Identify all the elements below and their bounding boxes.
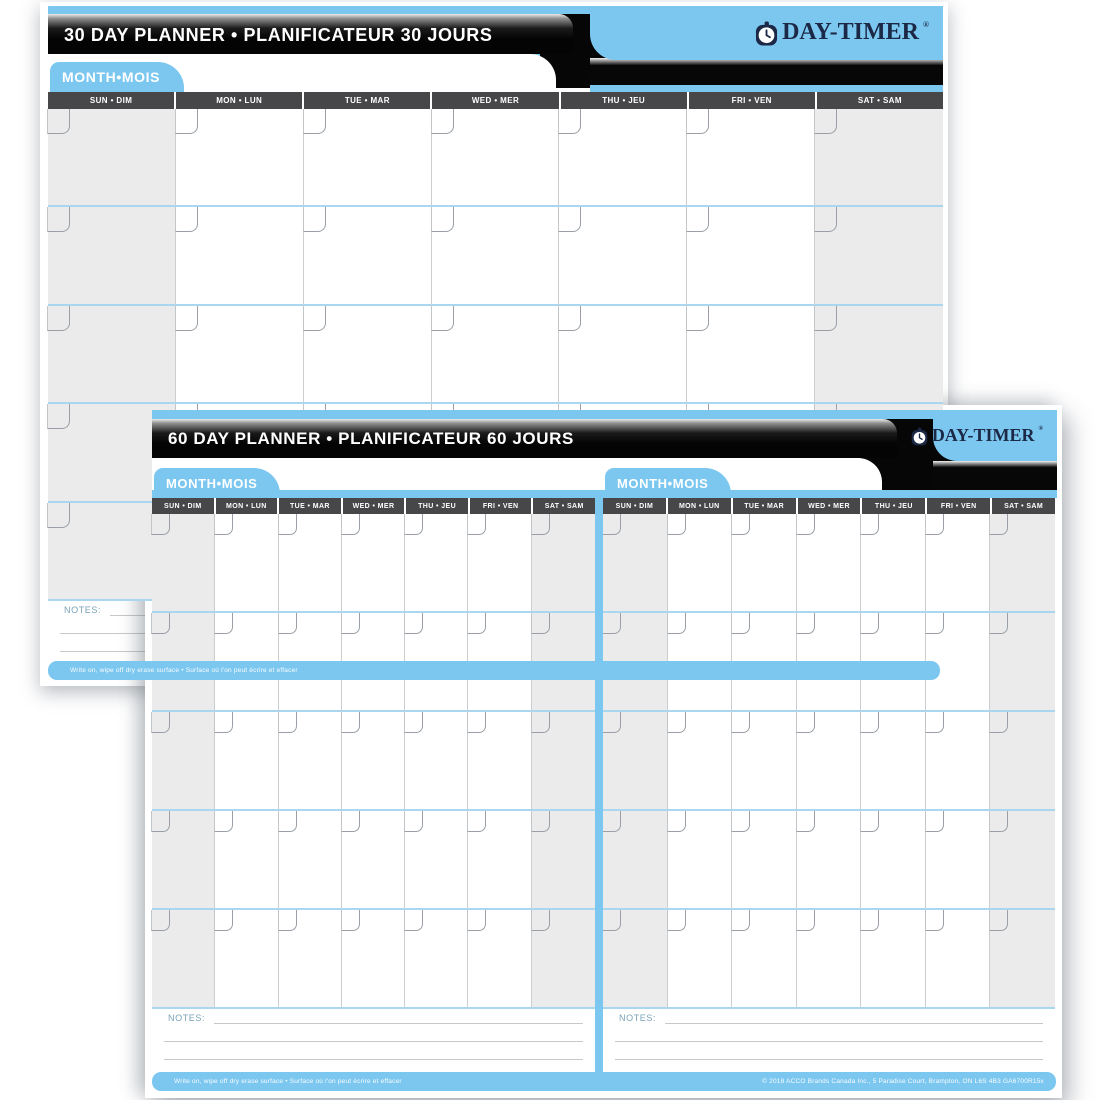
calendar-day-cell bbox=[405, 712, 468, 811]
planner60-left-day-header-row-cell-2: TUE • MAR bbox=[279, 498, 341, 514]
calendar-day-cell bbox=[532, 514, 595, 613]
date-number-box bbox=[467, 514, 486, 535]
planner30-day-header-row bbox=[48, 92, 943, 109]
date-number-box bbox=[602, 712, 621, 733]
planner60-footer-note-left: Write on, wipe off dry erase surface • Surface où l'on peut écrire et effacer bbox=[174, 1078, 402, 1085]
notes-line bbox=[214, 1023, 583, 1024]
calendar-day-cell bbox=[603, 514, 668, 613]
calendar-day-cell bbox=[559, 306, 687, 404]
date-number-box bbox=[278, 712, 297, 733]
planner60-right-day-header-row bbox=[603, 498, 1055, 514]
date-number-box bbox=[151, 514, 170, 535]
calendar-day-cell bbox=[48, 207, 176, 305]
calendar-day-cell bbox=[468, 514, 531, 613]
date-number-box bbox=[860, 811, 879, 832]
calendar-day-cell bbox=[861, 910, 926, 1009]
date-number-box bbox=[925, 613, 944, 634]
date-number-box bbox=[686, 306, 709, 331]
calendar-day-cell bbox=[926, 712, 991, 811]
date-number-box bbox=[731, 514, 750, 535]
calendar-day-cell bbox=[687, 306, 815, 404]
calendar-day-cell bbox=[687, 207, 815, 305]
calendar-day-cell bbox=[432, 207, 560, 305]
calendar-day-cell bbox=[990, 613, 1055, 712]
date-number-box bbox=[667, 613, 686, 634]
calendar-day-cell bbox=[797, 712, 862, 811]
calendar-day-cell bbox=[668, 811, 733, 910]
calendar-day-cell bbox=[990, 514, 1055, 613]
planner60-left-day-header-row-cell-4: THU • JEU bbox=[406, 498, 468, 514]
date-number-box bbox=[47, 109, 70, 134]
notes-line bbox=[615, 1059, 1043, 1060]
calendar-day-cell bbox=[176, 109, 304, 207]
calendar-day-cell bbox=[432, 306, 560, 404]
calendar-day-cell bbox=[687, 109, 815, 207]
date-number-box bbox=[796, 811, 815, 832]
calendar-day-cell bbox=[468, 712, 531, 811]
planner30-day-header-row-cell-6: SAT • SAM bbox=[817, 92, 943, 109]
planner30-day-header-row-cell-1: MON • LUN bbox=[176, 92, 302, 109]
planner30-footer-note: Write on, wipe off dry erase surface • Surface où l'on peut écrire et effacer bbox=[70, 667, 298, 674]
calendar-day-cell bbox=[215, 514, 278, 613]
date-number-box bbox=[404, 910, 423, 931]
date-number-box bbox=[467, 712, 486, 733]
date-number-box bbox=[989, 712, 1008, 733]
date-number-box bbox=[404, 811, 423, 832]
date-number-box bbox=[467, 910, 486, 931]
calendar-day-cell bbox=[732, 712, 797, 811]
calendar-day-cell bbox=[152, 910, 215, 1009]
calendar-day-cell bbox=[342, 910, 405, 1009]
calendar-day-cell bbox=[668, 712, 733, 811]
date-number-box bbox=[531, 613, 550, 634]
calendar-day-cell bbox=[926, 514, 991, 613]
date-number-box bbox=[303, 306, 326, 331]
daytimer-logo bbox=[755, 20, 943, 46]
calendar-day-cell bbox=[732, 811, 797, 910]
calendar-day-cell bbox=[926, 910, 991, 1009]
planner30-black-tail-band bbox=[590, 65, 943, 85]
date-number-box bbox=[602, 910, 621, 931]
planner30-day-header-row-cell-5: FRI • VEN bbox=[689, 92, 815, 109]
planner30-bottom-bar bbox=[48, 661, 940, 680]
month-tab-label: MONTH•MOIS bbox=[166, 475, 258, 491]
planner60-black-tail-band bbox=[933, 467, 1057, 490]
date-number-box bbox=[531, 712, 550, 733]
date-number-box bbox=[47, 207, 70, 232]
date-number-box bbox=[814, 109, 837, 134]
date-number-box bbox=[860, 910, 879, 931]
planner60-right-calendar-grid bbox=[603, 514, 1055, 1009]
date-number-box bbox=[925, 712, 944, 733]
date-number-box bbox=[47, 404, 70, 429]
daytimer-apple-clock-icon bbox=[755, 21, 778, 46]
date-number-box bbox=[214, 514, 233, 535]
calendar-day-cell bbox=[304, 207, 432, 305]
date-number-box bbox=[860, 514, 879, 535]
calendar-day-cell bbox=[532, 712, 595, 811]
date-number-box bbox=[214, 811, 233, 832]
calendar-day-cell bbox=[861, 712, 926, 811]
planner60-left-day-header-row bbox=[152, 498, 595, 514]
planner60-left-calendar-grid bbox=[152, 514, 595, 1009]
calendar-day-cell bbox=[279, 910, 342, 1009]
planner60-right-day-header-row-cell-5: FRI • VEN bbox=[927, 498, 990, 514]
calendar-day-cell bbox=[668, 910, 733, 1009]
date-number-box bbox=[731, 613, 750, 634]
date-number-box bbox=[341, 613, 360, 634]
date-number-box bbox=[667, 811, 686, 832]
date-number-box bbox=[151, 811, 170, 832]
calendar-day-cell bbox=[304, 109, 432, 207]
calendar-day-cell bbox=[797, 514, 862, 613]
date-number-box bbox=[175, 306, 198, 331]
date-number-box bbox=[431, 207, 454, 232]
date-number-box bbox=[667, 910, 686, 931]
daytimer-wordmark: DAY-TIMER bbox=[782, 19, 920, 45]
date-number-box bbox=[796, 712, 815, 733]
calendar-day-cell bbox=[279, 514, 342, 613]
date-number-box bbox=[467, 811, 486, 832]
calendar-day-cell bbox=[990, 811, 1055, 910]
calendar-day-cell bbox=[603, 910, 668, 1009]
calendar-day-cell bbox=[215, 910, 278, 1009]
date-number-box bbox=[796, 910, 815, 931]
calendar-day-cell bbox=[468, 811, 531, 910]
planner60-left-day-header-row-cell-5: FRI • VEN bbox=[470, 498, 532, 514]
date-number-box bbox=[341, 514, 360, 535]
planner60-left-day-header-row-cell-6: SAT • SAM bbox=[533, 498, 595, 514]
registered-mark: ® bbox=[1038, 425, 1043, 432]
notes-label: NOTES: bbox=[64, 605, 102, 615]
planner30-month-tab bbox=[50, 62, 184, 92]
date-number-box bbox=[796, 613, 815, 634]
date-number-box bbox=[925, 514, 944, 535]
planner60-center-divider bbox=[595, 490, 603, 1072]
calendar-day-cell bbox=[732, 910, 797, 1009]
date-number-box bbox=[531, 811, 550, 832]
date-number-box bbox=[278, 910, 297, 931]
date-number-box bbox=[925, 811, 944, 832]
calendar-day-cell bbox=[861, 811, 926, 910]
date-number-box bbox=[431, 109, 454, 134]
date-number-box bbox=[814, 306, 837, 331]
date-number-box bbox=[814, 207, 837, 232]
calendar-day-cell bbox=[532, 811, 595, 910]
date-number-box bbox=[531, 514, 550, 535]
calendar-day-cell bbox=[990, 712, 1055, 811]
date-number-box bbox=[558, 306, 581, 331]
calendar-day-cell bbox=[861, 514, 926, 613]
planner30-title-bar bbox=[48, 14, 573, 54]
calendar-day-cell bbox=[926, 811, 991, 910]
planner30-title: 30 DAY PLANNER • PLANIFICATEUR 30 JOURS bbox=[64, 25, 493, 45]
calendar-day-cell bbox=[797, 811, 862, 910]
planner60-bottom-bar bbox=[152, 1072, 1056, 1091]
date-number-box bbox=[731, 910, 750, 931]
calendar-day-cell bbox=[559, 109, 687, 207]
date-number-box bbox=[558, 109, 581, 134]
date-number-box bbox=[151, 910, 170, 931]
date-number-box bbox=[860, 613, 879, 634]
planner60-right-day-header-row-cell-3: WED • MER bbox=[798, 498, 861, 514]
date-number-box bbox=[602, 514, 621, 535]
planner60-right-day-header-row-cell-2: TUE • MAR bbox=[733, 498, 796, 514]
calendar-day-cell bbox=[732, 514, 797, 613]
planner30-day-header-row-cell-0: SUN • DIM bbox=[48, 92, 174, 109]
daytimer-apple-clock-icon bbox=[911, 427, 928, 446]
calendar-day-cell bbox=[603, 712, 668, 811]
calendar-day-cell bbox=[304, 306, 432, 404]
date-number-box bbox=[278, 613, 297, 634]
month-tab-label: MONTH•MOIS bbox=[617, 475, 709, 491]
calendar-day-cell bbox=[279, 712, 342, 811]
planner60-left-day-header-row-cell-1: MON • LUN bbox=[216, 498, 278, 514]
calendar-day-cell bbox=[405, 514, 468, 613]
date-number-box bbox=[175, 109, 198, 134]
planner60-right-notes-section bbox=[603, 1009, 1055, 1072]
planner60-month-tab-left bbox=[154, 468, 280, 498]
calendar-day-cell bbox=[468, 910, 531, 1009]
date-number-box bbox=[602, 613, 621, 634]
date-number-box bbox=[214, 712, 233, 733]
calendar-day-cell bbox=[432, 109, 560, 207]
planner60-left-day-header-row-cell-0: SUN • DIM bbox=[152, 498, 214, 514]
date-number-box bbox=[602, 811, 621, 832]
planner30-blue-underline bbox=[590, 85, 943, 92]
registered-mark: ® bbox=[923, 20, 929, 29]
date-number-box bbox=[925, 910, 944, 931]
date-number-box bbox=[341, 712, 360, 733]
calendar-day-cell bbox=[342, 712, 405, 811]
date-number-box bbox=[303, 207, 326, 232]
date-number-box bbox=[214, 613, 233, 634]
daytimer-wordmark: DAY-TIMER bbox=[931, 424, 1035, 445]
notes-label: NOTES: bbox=[619, 1013, 657, 1023]
calendar-day-cell bbox=[668, 514, 733, 613]
calendar-day-cell bbox=[815, 207, 943, 305]
notes-line bbox=[665, 1023, 1043, 1024]
date-number-box bbox=[731, 811, 750, 832]
date-number-box bbox=[860, 712, 879, 733]
date-number-box bbox=[341, 811, 360, 832]
calendar-day-cell bbox=[797, 910, 862, 1009]
date-number-box bbox=[404, 613, 423, 634]
date-number-box bbox=[686, 109, 709, 134]
date-number-box bbox=[989, 613, 1008, 634]
planner-60-sheet bbox=[145, 405, 1062, 1098]
date-number-box bbox=[667, 514, 686, 535]
date-number-box bbox=[151, 613, 170, 634]
planner60-month-tab-right bbox=[605, 468, 731, 498]
date-number-box bbox=[278, 514, 297, 535]
planner30-day-header-row-cell-3: WED • MER bbox=[432, 92, 558, 109]
planner60-footer-note-right: © 2018 ACCO Brands Canada Inc., 5 Paradise Court, Brampton, ON L6S 4B3 GA6700R15x bbox=[762, 1078, 1044, 1085]
date-number-box bbox=[686, 207, 709, 232]
date-number-box bbox=[531, 910, 550, 931]
calendar-day-cell bbox=[559, 207, 687, 305]
calendar-day-cell bbox=[279, 811, 342, 910]
planner60-right-day-header-row-cell-4: THU • JEU bbox=[862, 498, 925, 514]
daytimer-logo bbox=[911, 426, 1057, 446]
calendar-day-cell bbox=[532, 910, 595, 1009]
planner30-day-header-row-cell-4: THU • JEU bbox=[561, 92, 687, 109]
date-number-box bbox=[47, 306, 70, 331]
planner60-right-day-header-row-cell-6: SAT • SAM bbox=[992, 498, 1055, 514]
date-number-box bbox=[214, 910, 233, 931]
calendar-day-cell bbox=[405, 910, 468, 1009]
calendar-day-cell bbox=[176, 207, 304, 305]
notes-line bbox=[164, 1059, 583, 1060]
date-number-box bbox=[731, 712, 750, 733]
calendar-day-cell bbox=[603, 811, 668, 910]
calendar-day-cell bbox=[405, 811, 468, 910]
date-number-box bbox=[175, 207, 198, 232]
month-tab-label: MONTH•MOIS bbox=[62, 69, 161, 85]
date-number-box bbox=[989, 910, 1008, 931]
calendar-day-cell bbox=[215, 712, 278, 811]
date-number-box bbox=[558, 207, 581, 232]
date-number-box bbox=[404, 514, 423, 535]
calendar-day-cell bbox=[176, 306, 304, 404]
date-number-box bbox=[467, 613, 486, 634]
calendar-day-cell bbox=[342, 514, 405, 613]
calendar-day-cell bbox=[815, 306, 943, 404]
calendar-day-cell bbox=[990, 910, 1055, 1009]
calendar-day-cell bbox=[48, 109, 176, 207]
date-number-box bbox=[151, 712, 170, 733]
date-number-box bbox=[341, 910, 360, 931]
calendar-day-cell bbox=[152, 712, 215, 811]
planner60-left-day-header-row-cell-3: WED • MER bbox=[343, 498, 405, 514]
calendar-day-cell bbox=[815, 109, 943, 207]
notes-label: NOTES: bbox=[168, 1013, 206, 1023]
notes-line bbox=[164, 1041, 583, 1042]
date-number-box bbox=[47, 503, 70, 528]
calendar-day-cell bbox=[152, 514, 215, 613]
planner60-left-notes-section bbox=[152, 1009, 595, 1072]
notes-line bbox=[615, 1041, 1043, 1042]
planner60-right-day-header-row-cell-0: SUN • DIM bbox=[603, 498, 666, 514]
date-number-box bbox=[667, 712, 686, 733]
date-number-box bbox=[278, 811, 297, 832]
date-number-box bbox=[431, 306, 454, 331]
calendar-day-cell bbox=[152, 811, 215, 910]
planner30-day-header-row-cell-2: TUE • MAR bbox=[304, 92, 430, 109]
date-number-box bbox=[404, 712, 423, 733]
planner60-title: 60 DAY PLANNER • PLANIFICATEUR 60 JOURS bbox=[168, 429, 574, 448]
date-number-box bbox=[989, 514, 1008, 535]
date-number-box bbox=[796, 514, 815, 535]
planner60-right-day-header-row-cell-1: MON • LUN bbox=[668, 498, 731, 514]
planner60-logo-panel bbox=[933, 410, 1057, 461]
calendar-day-cell bbox=[48, 306, 176, 404]
date-number-box bbox=[303, 109, 326, 134]
planner30-logo-panel bbox=[590, 6, 943, 60]
calendar-day-cell bbox=[215, 811, 278, 910]
date-number-box bbox=[989, 811, 1008, 832]
calendar-day-cell bbox=[342, 811, 405, 910]
planner60-title-bar bbox=[152, 419, 897, 458]
